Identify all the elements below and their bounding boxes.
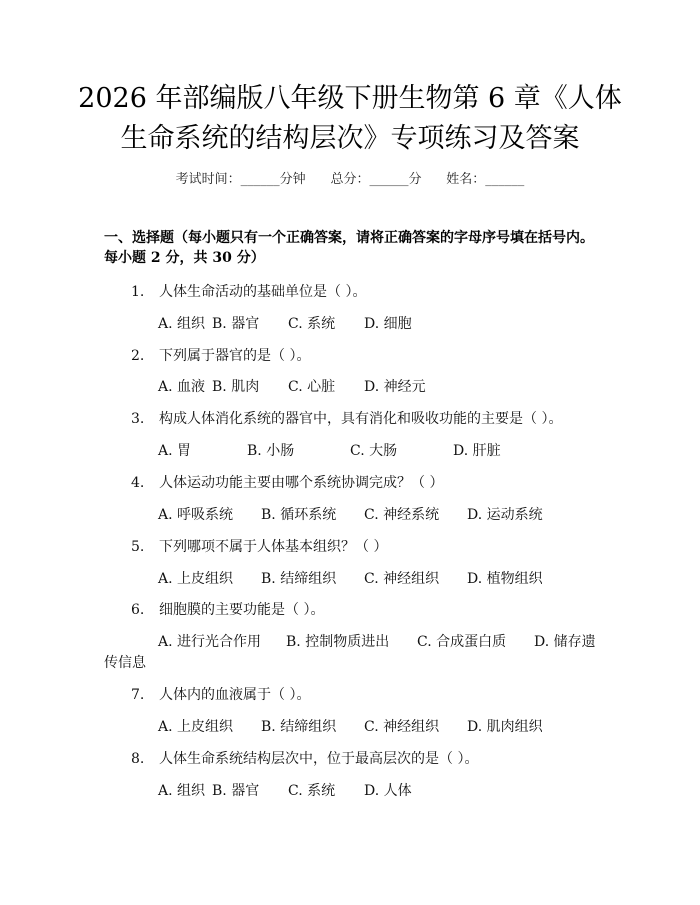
- option-d: D. 人体: [364, 783, 412, 799]
- option-d: D. 细胞: [364, 316, 412, 332]
- question-8: [131, 748, 478, 768]
- question-5-options: [158, 568, 543, 588]
- option-d: D. 神经元: [364, 379, 426, 395]
- question-4: [131, 472, 443, 492]
- question-number: 1.: [131, 284, 145, 300]
- option-d: D. 肝脏: [453, 443, 501, 459]
- question-2: [131, 345, 310, 365]
- question-6: [131, 599, 324, 619]
- question-text: 下列属于器官的是（ ）。: [159, 348, 311, 364]
- option-c: C. 神经系统: [364, 507, 440, 523]
- question-number: 7.: [131, 687, 145, 703]
- exam-meta: [0, 168, 700, 187]
- option-b: B. 循环系统: [261, 507, 337, 523]
- option-d: D. 植物组织: [467, 571, 543, 587]
- question-number: 6.: [131, 602, 145, 618]
- option-c: C. 系统: [288, 783, 336, 799]
- question-3: [131, 408, 562, 428]
- question-3-options: [158, 440, 501, 460]
- exam-title-line-2: 生命系统的结构层次》专项练习及答案: [120, 123, 580, 154]
- question-1: [131, 281, 366, 301]
- option-d: D. 运动系统: [467, 507, 543, 523]
- option-a: A. 胃: [158, 443, 192, 459]
- option-c: C. 大肠: [350, 443, 398, 459]
- option-a: A. 进行光合作用: [158, 634, 262, 650]
- option-a: A. 上皮组织: [158, 719, 234, 735]
- option-b: B. 器官: [212, 783, 260, 799]
- section-heading: 一、选择题（每小题只有一个正确答案，请将正确答案的字母序号填在括号内。每小题 2 分，共 30 分）: [104, 230, 594, 266]
- option-a: A. 血液: [158, 379, 206, 395]
- question-text: 构成人体消化系统的器官中，具有消化和吸收功能的主要是（ ）。: [159, 411, 563, 427]
- option-a: A. 呼吸系统: [158, 507, 234, 523]
- question-7-options: [158, 716, 543, 736]
- question-text: 人体内的血液属于（ ）。: [159, 687, 311, 703]
- option-a: A. 组织: [158, 783, 206, 799]
- exam-title-line-1: 2026 年部编版八年级下册生物第 6 章《人体: [78, 83, 622, 114]
- question-text: 人体运动功能主要由哪个系统协调完成？（ ）: [159, 475, 444, 491]
- question-text: 人体生命活动的基础单位是（ ）。: [159, 284, 367, 300]
- question-text: 人体生命系统结构层次中，位于最高层次的是（ ）。: [159, 751, 479, 767]
- question-6-option-d-continued: 传信息: [104, 655, 146, 671]
- option-c: C. 神经组织: [364, 571, 440, 587]
- question-2-options: [158, 376, 426, 396]
- question-number: 4.: [131, 475, 145, 491]
- option-c: C. 神经组织: [364, 719, 440, 735]
- exam-name-field: 姓名：______: [446, 172, 525, 187]
- option-a: A. 上皮组织: [158, 571, 234, 587]
- question-number: 5.: [131, 539, 145, 555]
- option-b: B. 肌肉: [212, 379, 260, 395]
- question-7: [131, 684, 310, 704]
- question-number: 2.: [131, 348, 145, 364]
- option-a: A. 组织: [158, 316, 206, 332]
- exam-time-field: 考试时间：______分钟: [175, 172, 306, 187]
- option-c: C. 系统: [288, 316, 336, 332]
- option-b: B. 结缔组织: [261, 719, 337, 735]
- option-b: B. 控制物质进出: [286, 634, 390, 650]
- exam-score-field: 总分：______分: [330, 172, 422, 187]
- question-text: 细胞膜的主要功能是（ ）。: [159, 602, 325, 618]
- option-c: C. 心脏: [288, 379, 336, 395]
- question-1-options: [158, 313, 412, 333]
- option-c: C. 合成蛋白质: [417, 634, 507, 650]
- question-number: 3.: [131, 411, 145, 427]
- option-d: D. 肌肉组织: [467, 719, 543, 735]
- question-5: [131, 536, 387, 556]
- question-6-options: [158, 631, 596, 651]
- option-b: B. 结缔组织: [261, 571, 337, 587]
- option-b: B. 小肠: [247, 443, 295, 459]
- option-d: D. 储存遗: [534, 634, 596, 650]
- question-8-options: [158, 780, 412, 800]
- option-b: B. 器官: [212, 316, 260, 332]
- question-text: 下列哪项不属于人体基本组织？（ ）: [159, 539, 388, 555]
- question-number: 8.: [131, 751, 145, 767]
- question-4-options: [158, 504, 543, 524]
